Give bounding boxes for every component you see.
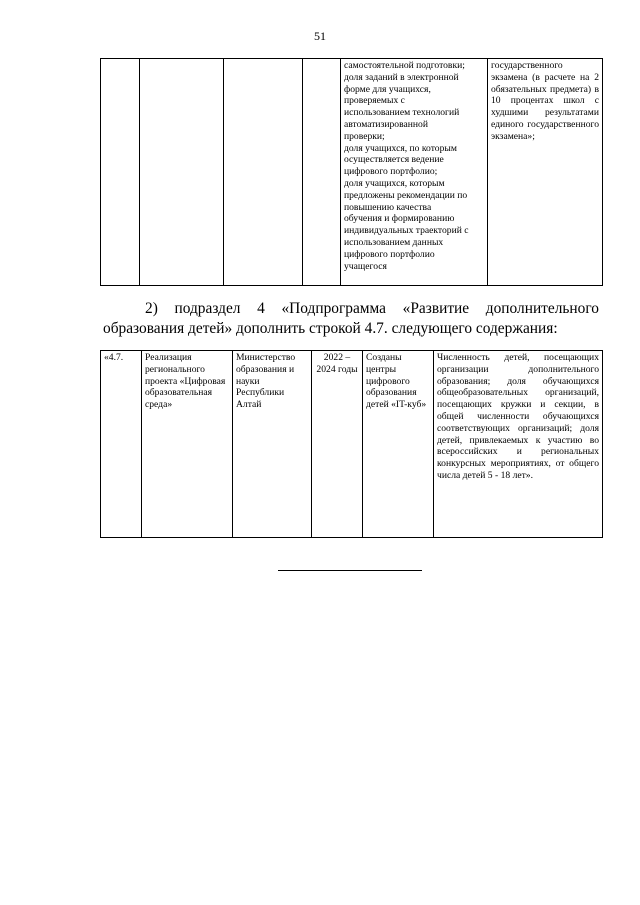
- end-rule: [278, 570, 422, 571]
- cell-line: осуществляется ведение: [344, 154, 444, 166]
- table-row: [101, 59, 603, 286]
- paragraph-line: образования детей» дополнить строкой 4.7. следующего содержания:: [103, 320, 558, 337]
- cell-line: обучения и формированию: [344, 213, 455, 225]
- table-cell: [101, 59, 140, 286]
- cell-line: цифрового портфолио;: [344, 166, 438, 178]
- cell-line: индивидуальных траекторий с: [344, 225, 469, 237]
- table-cell: [224, 59, 303, 286]
- table-row: [101, 351, 603, 538]
- cell-line: самостоятельной подготовки;: [344, 60, 465, 71]
- paragraph-line: 2) подраздел 4 «Подпрограмма «Развитие дополнительного: [145, 300, 599, 317]
- cell-line: цифрового портфолио: [344, 248, 435, 260]
- row-number-cell: «4.7.: [101, 351, 142, 538]
- cell-line: доля учащихся, по которым: [344, 142, 457, 154]
- table-cell: [303, 59, 341, 286]
- cell-line: повышению качества: [344, 201, 432, 213]
- cell-line: учащегося: [344, 260, 387, 272]
- table-cell: [140, 59, 224, 286]
- page-number: 51: [314, 29, 326, 43]
- continuation-table: [100, 58, 603, 286]
- executor-cell: Министерство образования и науки Республики Алтай: [233, 351, 312, 538]
- cell-line: использованием технологий: [344, 107, 460, 119]
- measure-name-cell: Реализация регионального проекта «Цифровая образовательная среда»: [142, 351, 233, 538]
- result-cell: Созданы центры цифрового образования детей «IT-куб»: [363, 351, 434, 538]
- period-cell: 2022 – 2024 годы: [312, 351, 363, 538]
- cell-line: предложены рекомендации по: [344, 189, 468, 201]
- indicators-cell: [341, 59, 488, 286]
- cell-line: автоматизированной: [344, 118, 428, 130]
- indicators-cell: Численность детей, посещающих организации дополнительного образования; доля обучающихся общеобразовательных организаций, посещающих кружки и секции, в общей численности обучающихся соответствующих организаций; доля детей, привлекаемых к участию во всероссийских и региональных конкурсных мероприятиях, от общего числа детей 5 - 18 лет».: [434, 351, 603, 538]
- cell-line: форме для учащихся,: [344, 83, 431, 95]
- target-values-cell: государственного экзамена (в расчете на 2 обязательных предмета) в 10 процентах школ с худшими результатами единого государственного экзамена»;: [488, 59, 603, 286]
- cell-line: использованием данных: [344, 236, 444, 248]
- new-row-table: [100, 350, 603, 538]
- cell-line: доля учащихся, которым: [344, 177, 445, 189]
- amendment-paragraph: [103, 299, 599, 339]
- cell-line: доля заданий в электронной: [344, 71, 459, 83]
- cell-line: проверяемых с: [344, 95, 405, 107]
- cell-line: проверки;: [344, 130, 385, 142]
